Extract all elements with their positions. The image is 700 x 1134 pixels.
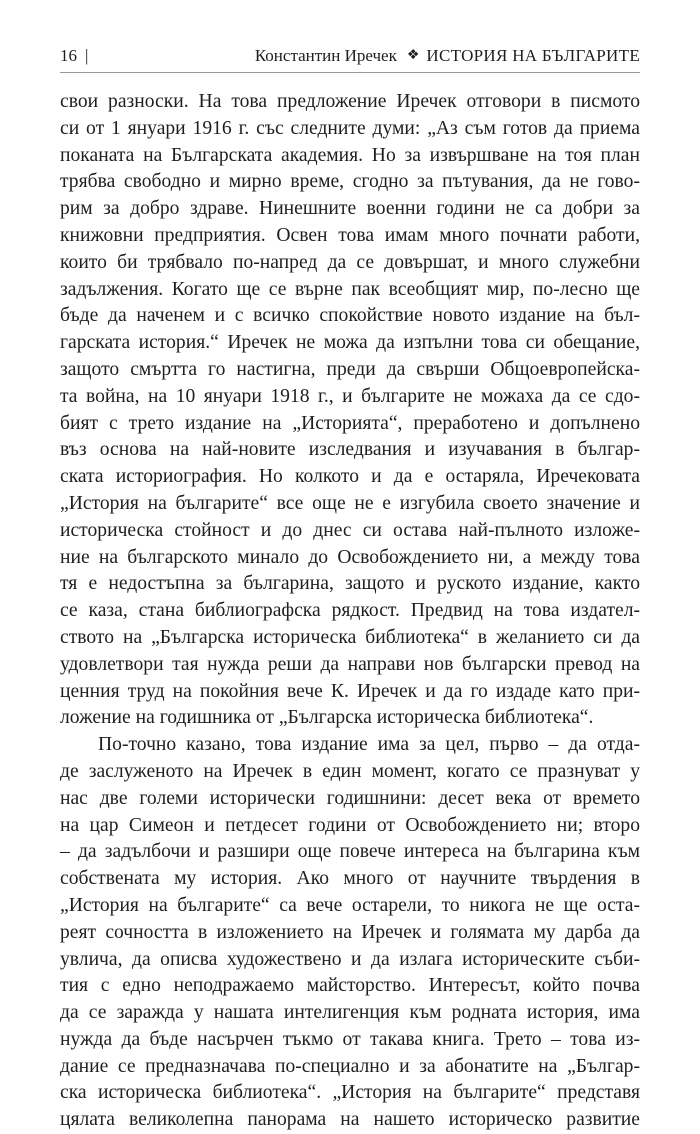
text-line: увлича, да описва художествено и да излага историческите съби-: [60, 948, 640, 970]
page-number: 16: [60, 46, 77, 65]
text-line: бъде да наченем и с всичко спокойствие новото издание на бъл-: [60, 305, 640, 327]
text-line: бият с трето издание на „Историята“, преработено и допълнено: [60, 412, 640, 434]
text-line: цялата великолепна панорама на нашето историческо развитие: [60, 1109, 640, 1131]
text-line: удовлетвори тая нужда реши да направи нов български превод на: [60, 653, 640, 675]
text-line: ценния труд на покойния вече К. Иречек и да го издаде като при-: [60, 680, 640, 702]
paragraph-1: [60, 89, 640, 732]
text-line: собствената му история. Ако много от научните твърдения в: [60, 868, 640, 890]
text-line: нас две големи исторически годишнини: десет века от времето: [60, 787, 640, 809]
text-line: та война, на 10 януари 1918 г., и българите не можаха да се сдо-: [60, 385, 640, 407]
header-author: Константин Иречек: [254, 46, 397, 65]
text-line: да се заражда у нашата интелигенция към родната история, има: [60, 1002, 640, 1024]
text-line: тия с едно неподражаемо майсторство. Интересът, който почва: [60, 975, 640, 997]
text-line: задължения. Когато ще се върне пак всеобщият мир, по-лесно ще: [60, 278, 640, 300]
running-header: [60, 44, 640, 73]
text-line: реят сочността в изложението на Иречек и голямата му дарба да: [60, 921, 640, 943]
text-line: дание се предназначава по-специално и за абонатите на „Българ-: [60, 1055, 640, 1077]
text-line: поканата на Българската академия. Но за извършване на тоя план: [60, 144, 640, 166]
header-right: [255, 44, 640, 68]
text-line: си от 1 януари 1916 г. със следните думи: „Аз съм готов да приема: [60, 117, 640, 139]
text-line: нужда да бъде насърчен тъкмо от такава книга. Трето – това из-: [60, 1028, 640, 1050]
text-line: историческа стойност и до днес си остава най-пълното изложе-: [60, 519, 640, 541]
body-text: [60, 89, 640, 1134]
diamond-ornament-icon: ❖: [406, 48, 420, 63]
text-line: въз основа на най-новите изследвания и изучавания в българ-: [60, 439, 640, 461]
text-line: ложение на годишника от „Българска историческа библиотека“.: [60, 707, 594, 729]
text-line: гарската история.“ Иречек не можа да изпълни това си обещание,: [60, 332, 640, 354]
header-book-title: ИСТОРИЯ НА БЪЛГАРИТЕ: [426, 46, 640, 65]
text-line: които би трябвало по-напред да се довършат, и много служебни: [60, 251, 640, 273]
text-line: на цар Симеон и петдесет години от Освобождението ни; второ: [60, 814, 640, 836]
text-line: свои разноски. На това предложение Иречек отговори в писмото: [60, 91, 640, 112]
text-line: рим за добро здраве. Нинешните военни години не са добри за: [60, 198, 640, 220]
text-line: де заслуженото на Иречек в един момент, когато се празнуват у: [60, 760, 640, 782]
text-line: защото смъртта го настигна, преди да свърши Общоевропейска-: [60, 358, 640, 380]
page-number-separator: |: [85, 46, 89, 65]
text-line: „История на българите“ са вече остарели, то никога не ще оста-: [60, 894, 640, 916]
text-line: се каза, стана библиографска рядкост. Предвид на това издател-: [60, 600, 640, 622]
text-line: „История на българите“ все още не е изгубила своето значение и: [60, 492, 640, 514]
paragraph-2: [60, 732, 640, 1134]
text-line: По-точно казано, това издание има за цел, първо – да отда-: [98, 734, 640, 756]
text-line: ството на „Българска историческа библиотека“ в желанието си да: [60, 626, 640, 648]
text-line: ска историческа библиотека“. „История на българите“ представя: [60, 1082, 640, 1104]
text-line: тя е недостъпна за българина, защото и руското издание, както: [60, 573, 640, 595]
text-line: – да задълбочи и разшири още повече интереса на българина към: [60, 841, 640, 863]
text-line: трябва свободно и мирно време, сгодно за пътувания, да не гово-: [60, 171, 640, 193]
text-line: ската историография. Но колкото и да е остаряла, Иречековата: [60, 466, 640, 488]
text-line: книжовни предприятия. Освен това имам много почнати работи,: [60, 224, 640, 246]
text-line: ние на българското минало до Освобождението ни, а между това: [60, 546, 640, 568]
